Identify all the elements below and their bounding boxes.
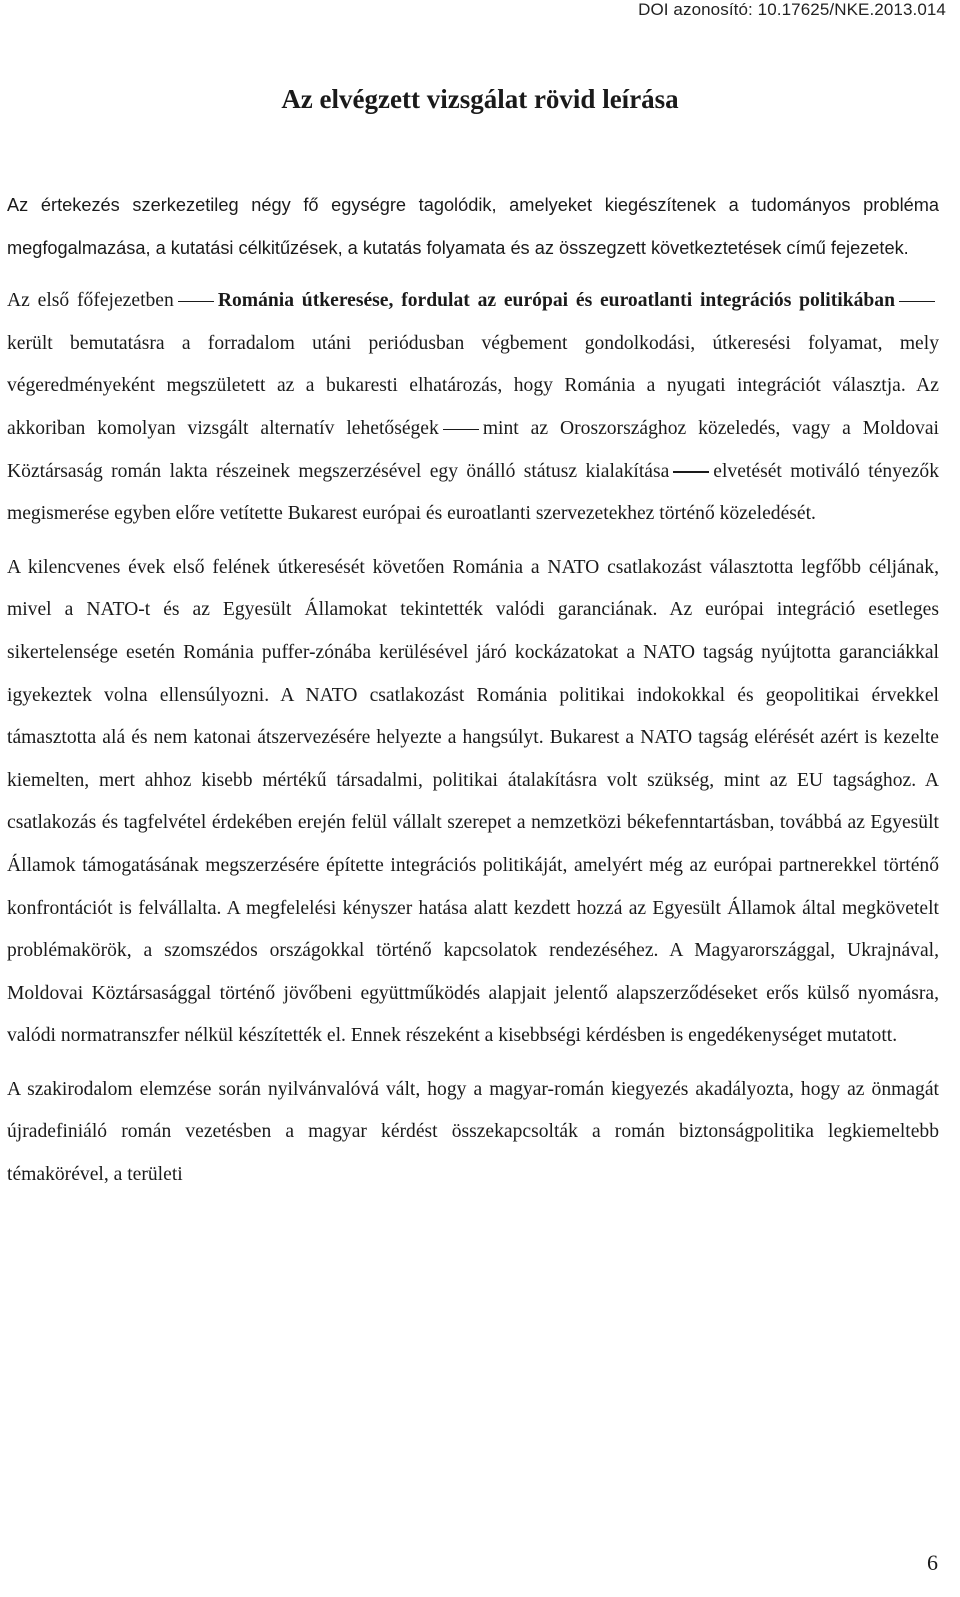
chapter-title-bold: Románia útkeresése, fordulat az európai és euroatlanti integrációs politikában bbox=[217, 290, 895, 312]
em-dash bbox=[673, 471, 709, 473]
paragraph-body-text: mint az Oroszországhoz közeledés, vagy a Moldovai Köztársaság román lakta részeinek megszerzésével egy önálló státusz kialakítása bbox=[7, 417, 939, 482]
paragraph-body-text: került bemutatásra a forradalom utáni periódusban végbement gondolkodási, útkeresési folyamat, mely végeredményeként megszületett az a bukaresti elhatározás, hogy Románia a nyugati integrációt választja. Az akkoriban komolyan vizsgált alternatív lehetőségek bbox=[7, 332, 939, 439]
paragraph-literature: A szakirodalom elemzése során nyilvánvalóvá vált, hogy a magyar-román kiegyezés akadályozta, hogy az önmagát újradefiniáló román vezetésben a magyar kérdést összekapcsolták a román biztonságpolitika legkiemeltebb témakörével, a területi bbox=[7, 1078, 939, 1186]
paragraph-body-text: elvetését motiváló tényezők megismerése egyben előre vetítette Bukarest európai és euroatlanti szervezetekhez történő közeledését. bbox=[7, 460, 939, 525]
page-title: Az elvégzett vizsgálat rövid leírása bbox=[281, 84, 679, 114]
doi-header: DOI azonosító: 10.17625/NKE.2013.014 bbox=[638, 0, 946, 19]
em-dash bbox=[443, 429, 479, 431]
paragraph-structure: Az értekezés szerkezetileg négy fő egységre tagolódik, amelyeket kiegészítenek a tudományos probléma megfogalmazása, a kutatási célkitűzések, a kutatás folyamata és az összegzett következtetések című fejezetek. bbox=[7, 195, 939, 258]
paragraph-nato: A kilencvenes évek első felének útkeresését követően Románia a NATO csatlakozást választotta legfőbb céljának, mivel a NATO-t és az Egyesült Államokat tekintették valódi garanciának. Az európai integráció esetleges sikertelensége esetén Románia puffer-zónába kerülésével járó kockázatokat a NATO tagság nyújtotta garanciákkal igyekeztek volna ellensúlyozni. A NATO csatlakozást Románia politikai indokokkal és geopolitikai érvekkel támasztotta alá és nem katonai átszervezésére helyezte a hangsúlyt. Bukarest a NATO tagság elérését azért is kezelte kiemelten, mert ahhoz kisebb mértékű társadalmi, politikai átalakításra volt szükség, mint az EU tagsághoz. A csatlakozás és tagfelvétel érdekében erején felül vállalt szerepet a nemzetközi békefenntartásban, továbbá az Egyesült Államok támogatásának megszerzésére építette integrációs politikáját, amelyért még az európai partnerekkel történő konfrontációt is felvállalta. A megfelelési kényszer hatása alatt kezdett hozzá az Egyesült Államok által megkövetelt problémakörök, a szomszédos országokkal történő kapcsolatok rendezéséhez. A Magyarországgal, Ukrajnával, Moldovai Köztársasággal történő jövőbeni együttműködés alapjait jelentő alapszerződéseket erős külső nyomásra, valódi normatranszfer nélkül készítették el. Ennek részeként a kisebbségi kérdésben is engedékenységet mutatott. bbox=[7, 556, 939, 1047]
em-dash bbox=[178, 301, 214, 303]
em-dash bbox=[899, 301, 935, 303]
paragraph-first-chapter bbox=[7, 280, 939, 536]
page-number: 6 bbox=[927, 1550, 938, 1575]
document-body bbox=[7, 184, 939, 1197]
paragraph-intro-text: Az első főfejezetben bbox=[7, 290, 174, 312]
